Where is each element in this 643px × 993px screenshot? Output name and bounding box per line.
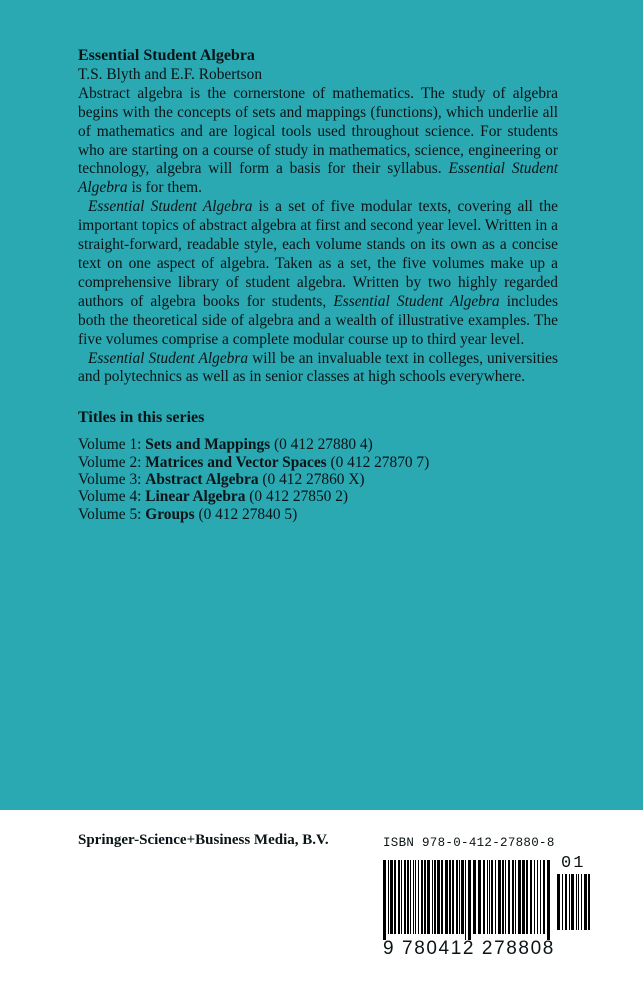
- volume-title: Matrices and Vector Spaces: [145, 453, 327, 471]
- series-volume-5: [78, 506, 558, 523]
- blurb-paragraph-3: [78, 350, 558, 388]
- volume-isbn: (0 412 27880 4): [270, 436, 373, 454]
- series-heading: Titles in this series: [78, 409, 205, 427]
- volume-isbn: (0 412 27840 5): [194, 505, 298, 523]
- volume-title: Groups: [145, 505, 195, 523]
- barcode-addon-icon: [557, 874, 591, 936]
- blurb-column: [78, 47, 558, 523]
- series-volume-1: [78, 436, 558, 453]
- paragraph-text: will be an invaluable text in colleges, universities and polytechnics as well as in senior classes at high schools everywhere.: [78, 349, 558, 386]
- book-title: Essential Student Algebra: [78, 47, 255, 64]
- volume-label: Volume 5:: [78, 505, 146, 523]
- italic-book-title: Essential Student Algebra: [333, 292, 500, 310]
- barcode-icon: [383, 860, 551, 940]
- series-list: [78, 436, 558, 523]
- paragraph-text: Abstract algebra is the cornerstone of mathematics. The study of algebra begins with the concepts of sets and mappings (functions), which underlie all of mathematics and are logical tools used throughout science. For students who are starting on a course of study in mathematics, science, engineering or technology, algebra will form a basis for their syllabus.: [78, 84, 558, 178]
- volume-title: Sets and Mappings: [145, 436, 271, 454]
- italic-book-title: Essential Student Algebra: [88, 349, 249, 367]
- blurb-paragraph-1: [78, 85, 558, 198]
- volume-label: Volume 4:: [78, 488, 146, 506]
- barcode-addon-digits: 01: [561, 854, 586, 873]
- volume-label: Volume 2:: [78, 453, 146, 471]
- series-volume-2: [78, 454, 558, 471]
- isbn-label: ISBN 978-0-412-27880-8: [383, 836, 555, 850]
- italic-book-title: Essential Student Algebra: [78, 160, 558, 197]
- book-authors: T.S. Blyth and E.F. Robertson: [78, 65, 263, 83]
- volume-title: Linear Algebra: [145, 488, 246, 506]
- volume-label: Volume 3:: [78, 471, 146, 489]
- series-volume-3: [78, 471, 558, 488]
- paragraph-text: is for them.: [127, 179, 202, 197]
- blurb-paragraph-2: [78, 198, 558, 349]
- paragraph-text: is a set of five modular texts, covering all the important topics of abstract algebra at first and second year level. Written in a straight-forward, readable style, each volume stands on its own as a concise text on one aspect of algebra. Taken as a set, the five volumes make up a comprehensive library of student algebra. Written by two highly regarded authors of algebra books for students,: [78, 198, 558, 310]
- volume-title: Abstract Algebra: [145, 471, 259, 489]
- barcode-panel: [0, 810, 643, 993]
- publisher-name: Springer-Science+Business Media, B.V.: [78, 832, 329, 848]
- volume-label: Volume 1:: [78, 436, 146, 454]
- volume-isbn: (0 412 27860 X): [258, 471, 365, 489]
- barcode-digits: 9 780412 278808: [383, 938, 555, 959]
- italic-book-title: Essential Student Algebra: [88, 198, 253, 216]
- volume-isbn: (0 412 27870 7): [326, 453, 430, 471]
- paragraph-text: includes both the theoretical side of algebra and a wealth of illustrative examples. The five volumes comprise a complete modular course up to third year level.: [78, 292, 558, 348]
- volume-isbn: (0 412 27850 2): [245, 488, 349, 506]
- series-volume-4: [78, 488, 558, 505]
